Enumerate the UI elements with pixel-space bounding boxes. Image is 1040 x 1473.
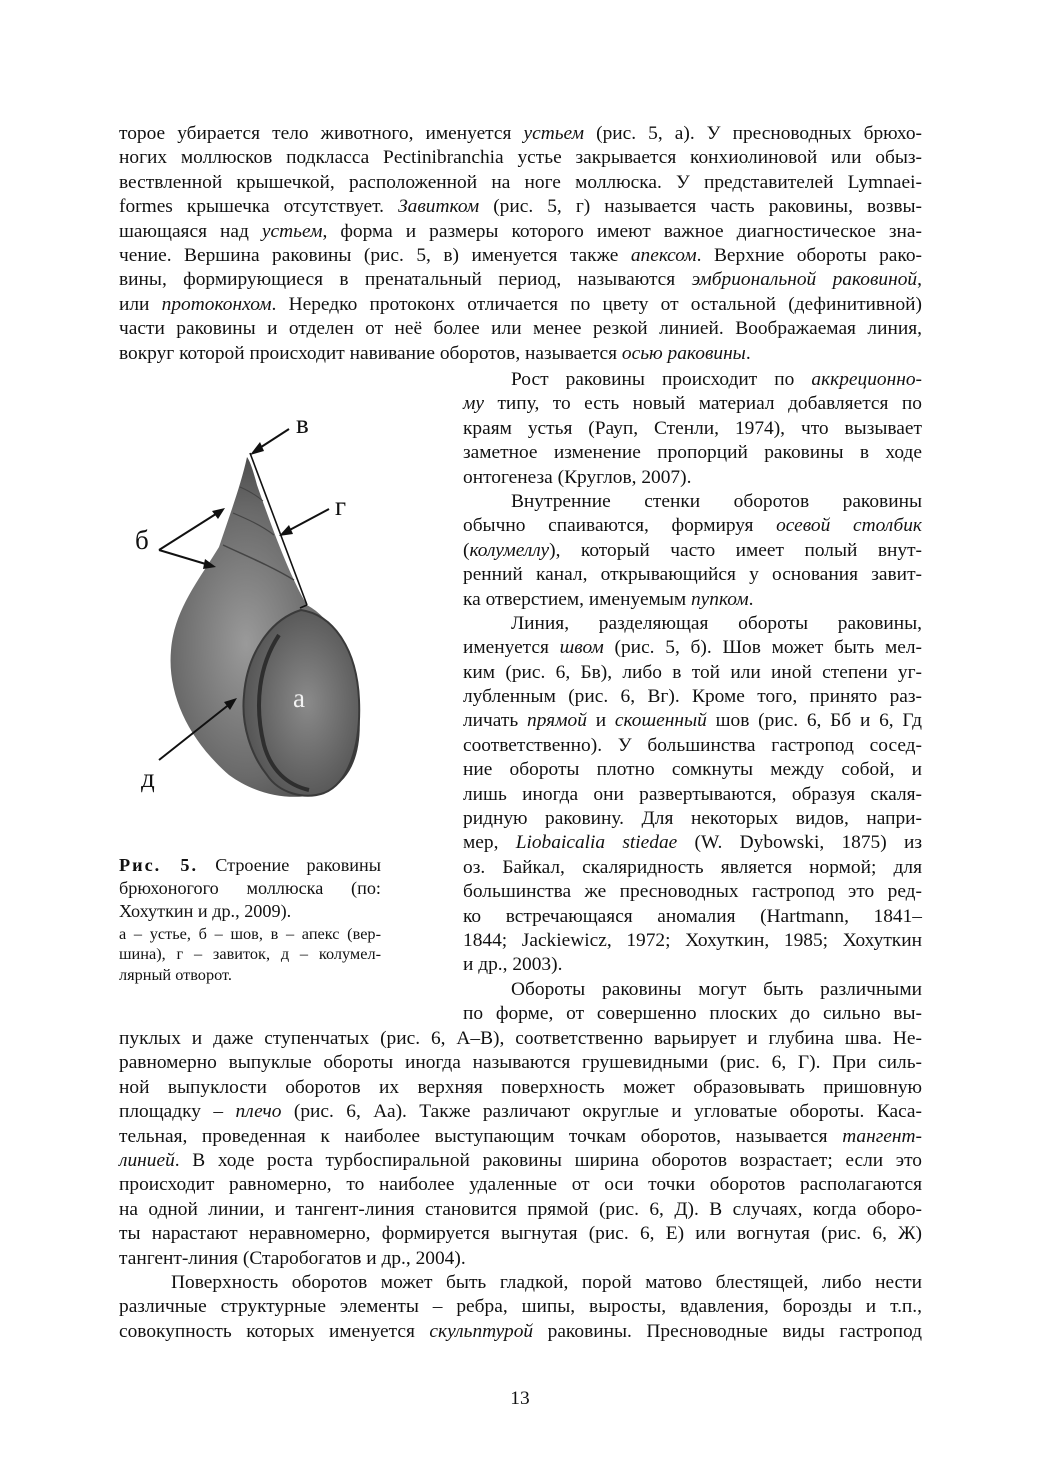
text-line: на одной линии, и тангент-линия становится прямой (рис. 6, Д). В случаях, когда оборо- (119, 1198, 922, 1220)
paragraph-full-width (119, 1027, 922, 1344)
text-line: различные структурные элементы – ребра, шипы, выросты, вдавления, борозды и т.п., (119, 1296, 922, 1318)
text-line: шающаяся над устьем, форма и размеры которого имеют важное диагностическое зна- (119, 220, 922, 242)
text-line: заметное изменение пропорций раковины в ходе (463, 442, 922, 464)
text-line: тельная, проведенная к наиболее выступающим точкам оборотов, называется тангент- (119, 1125, 922, 1147)
text-line: линией. В ходе роста турбоспиральной раковины ширина оборотов возрастает; если это (119, 1149, 922, 1171)
text-line: соответственно). У большинства гастропод сосед- (463, 734, 922, 756)
text-line: площадку – плечо (рис. 6, Аа). Также различают округлые и угловатые обороты. Каса- (119, 1101, 922, 1123)
label-g: г (335, 491, 347, 521)
text-line: именуется швом (рис. 5, б). Шов может быть мел- (463, 637, 922, 659)
text-line: Внутренние стенки оборотов раковины (511, 490, 922, 512)
text-line: или протоконхом. Нередко протоконх отличается по цвету от остальной (дефинитивной) (119, 293, 922, 315)
figure-caption (119, 854, 381, 986)
legend-line-1: а – устье, б – шов, в – апекс (вер- (119, 923, 381, 943)
legend-line-3: лярный отворот. (119, 965, 232, 985)
text-line: formes крышечка отсутствует. Завитком (рис. 5, г) называется часть раковины, возвы- (119, 196, 922, 218)
text-line: совокупность которых именуется скульптурой раковины. Пресноводные виды гастропод (119, 1320, 922, 1342)
text-line: лубленным (рис. 6, Вг). Кроме того, принято раз- (463, 686, 922, 708)
text-line: чение. Вершина раковины (рис. 5, в) именуется также апексом. Верхние обороты рако- (119, 244, 922, 266)
text-line: тангент-линия (Старобогатов и др., 2004). (119, 1247, 466, 1269)
text-line: части раковины и отделен от неё более или менее резкой линией. Воображаемая линия, (119, 318, 922, 340)
text-line: пуклых и даже ступенчатых (рис. 6, А–В), соответственно варьирует и глубина шва. Не- (119, 1028, 922, 1049)
text-line: (колумеллу), который часто имеет полый внут- (463, 539, 922, 561)
caption-line-3: Хохуткин и др., 2009). (119, 901, 292, 922)
text-line: 1844; Jackiewicz, 1972; Хохуткин, 1985; Хохуткин (463, 929, 922, 951)
text-line: вины, формирующиеся в пренатальный период, называются эмбриональной раковиной, (119, 269, 922, 291)
shell-figure (119, 405, 449, 825)
text-line: ка отверстием, именуемым пупком. (463, 588, 754, 610)
text-line: мер, Liobaicalia stiedae (W. Dybowski, 1875) из (463, 832, 922, 854)
text-line: оз. Байкал, скаляридность является нормой; для (463, 856, 922, 878)
text-line: ной выпуклости оборотов их верхняя поверхность может образовывать пришовную (119, 1076, 922, 1098)
text-line: краям устья (Рауп, Стенли, 1974), что вызывает (463, 417, 922, 439)
text-line: Обороты раковины могут быть различными (511, 978, 922, 1000)
text-line: онтогенеза (Круглов, 2007). (463, 466, 692, 488)
text-line: вокруг которой происходит навивание оборотов, называется осью раковины. (119, 342, 751, 364)
text-line: торое убирается тело животного, именуется устьем (рис. 5, а). У пресноводных брюхо- (119, 123, 923, 144)
caption-line-2: брюхоногого моллюска (по: (119, 878, 381, 899)
text-line: большинства же пресноводных гастропод это ред- (463, 881, 922, 903)
label-b: б (135, 525, 149, 555)
text-line: Рост раковины происходит по аккреционно- (511, 369, 922, 390)
text-line: происходит равномерно, то наиболее удаленные от оси точки оборотов располагаются (119, 1174, 922, 1196)
text-line: Линия, разделяющая обороты раковины, (511, 612, 922, 634)
label-a: а (293, 683, 305, 713)
text-line: ногих моллюсков подкласса Pectinibranchia устье закрывается конхиолиновой или обыз- (119, 147, 922, 169)
label-d: д (141, 763, 155, 793)
right-column-text (463, 368, 922, 1027)
text-line: равномерно выпуклые обороты иногда называются грушевидными (рис. 6, Г). При силь- (119, 1052, 922, 1074)
text-line: ко встречающаяся аномалия (Hartmann, 1841– (463, 905, 922, 927)
text-line: Поверхность оборотов может быть гладкой, порой матово блестящей, либо нести (171, 1271, 922, 1293)
caption-label: Рис. 5. (119, 855, 199, 875)
text-line: ние обороты плотно сомкнуты между собой, и (463, 759, 922, 781)
text-line: обычно спаиваются, формируя осевой столбик (463, 515, 922, 537)
caption-line-1: Рис. 5. Строение раковины (119, 855, 381, 875)
legend-line-2: шина), г – завиток, д – колумел- (119, 944, 381, 964)
text-line: ридную раковину. Для некоторых видов, напри- (463, 808, 922, 830)
text-line: вествленной крышечкой, расположенной на ноге моллюска. У представителей Lymnaei- (119, 171, 922, 193)
page-number: 13 (510, 1388, 530, 1409)
label-v: в (296, 409, 309, 439)
text-line: ренний канал, открывающийся у основания завит- (463, 564, 922, 586)
text-line: ты нарастают неравномерно, формируется выгнутая (рис. 6, Е) или вогнутая (рис. 6, Ж) (119, 1223, 922, 1245)
text-line: личать прямой и скошенный шов (рис. 6, Бб и 6, Гд (463, 710, 923, 732)
paragraph-intro (119, 122, 922, 366)
shell-illustration (119, 405, 449, 825)
text-line: по форме, от совершенно плоских до сильно вы- (463, 1003, 922, 1025)
text-line: и др., 2003). (463, 954, 563, 976)
text-line: лишь иногда они развертываются, образуя скаля- (463, 783, 922, 805)
text-line: му типу, то есть новый материал добавляется по (463, 393, 922, 415)
text-line: ким (рис. 6, Бв), либо в той или иной степени уг- (463, 661, 922, 683)
